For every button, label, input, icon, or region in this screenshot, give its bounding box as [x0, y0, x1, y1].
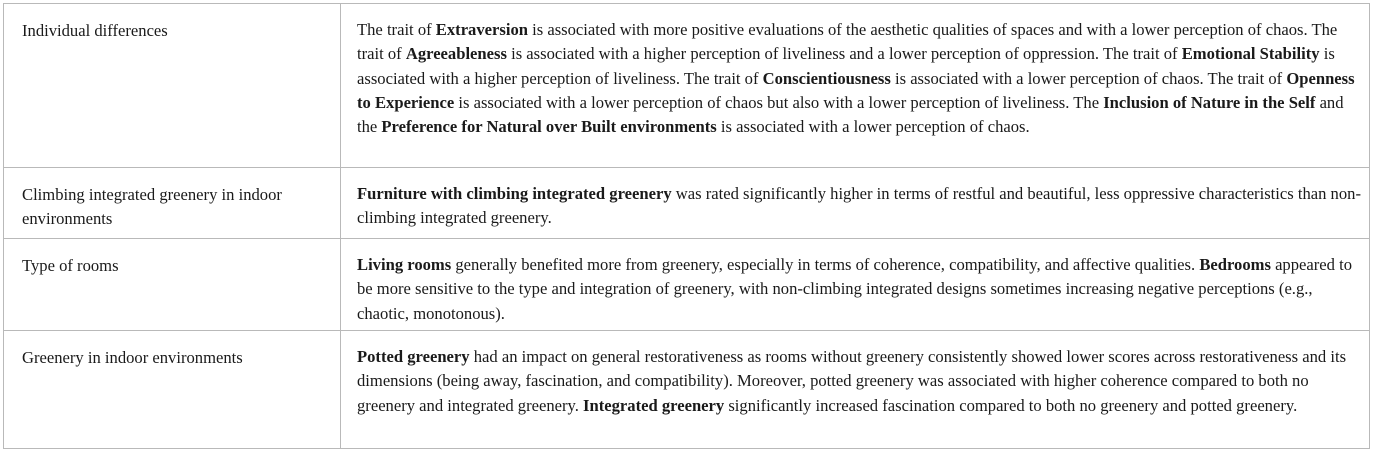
bold-term: Conscientiousness — [762, 68, 891, 88]
bold-term: Openness to Experience — [357, 68, 1355, 112]
bold-term: Integrated greenery — [583, 395, 725, 415]
row-label: Type of rooms — [4, 239, 341, 331]
text-segment: is associated with more positive evaluations of the aesthetic qualities of spaces and with a lower perception of chaos. The trait of — [357, 20, 1338, 64]
bold-term: Bedrooms — [1199, 255, 1271, 274]
findings-table — [3, 3, 1370, 449]
bold-term: Extraversion — [435, 20, 528, 39]
text-segment: and the — [357, 92, 1344, 137]
text-segment: is associated with a higher perception of liveliness. The trait of — [357, 44, 1335, 88]
text-segment: was rated significantly higher in terms of restful and beautiful, less oppressive characteristics than non-climbing integrated greenery. — [357, 184, 1361, 228]
table-row — [4, 239, 1370, 331]
text-segment: significantly increased fascination compared to both no greenery and potted greenery. — [724, 395, 1298, 415]
text-segment: is associated with a higher perception of liveliness and a lower perception of oppression. The trait of — [506, 44, 1182, 64]
text-segment: is associated with a lower perception of chaos. — [716, 117, 1030, 137]
text-segment: The trait of — [357, 20, 436, 39]
text-segment: generally benefited more from greenery, especially in terms of coherence, compatibility, and affective qualities. — [451, 255, 1200, 274]
bold-term: Furniture with climbing integrated greenery — [357, 184, 672, 203]
findings-table-container — [3, 3, 1370, 449]
row-description — [341, 239, 1370, 331]
row-description — [341, 4, 1370, 168]
bold-term: Emotional Stability — [1181, 44, 1320, 64]
text-segment: is associated with a lower perception of chaos but also with a lower perception of liveliness. The — [454, 92, 1104, 112]
bold-term: Living rooms — [357, 255, 452, 274]
row-description — [341, 331, 1370, 449]
bold-term: Preference for Natural over Built environments — [381, 117, 717, 137]
table-row — [4, 4, 1370, 168]
row-label: Individual differences — [4, 4, 341, 168]
table-row — [4, 331, 1370, 449]
bold-term: Inclusion of Nature in the Self — [1103, 92, 1316, 112]
bold-term: Agreeableness — [405, 44, 507, 64]
text-segment: is associated with a lower perception of chaos. The trait of — [890, 68, 1287, 88]
row-label: Greenery in indoor environments — [4, 331, 341, 449]
table-row — [4, 168, 1370, 239]
row-description — [341, 168, 1370, 239]
bold-term: Potted greenery — [357, 347, 470, 366]
row-label: Climbing integrated greenery in indoor environments — [4, 168, 341, 239]
text-segment: had an impact on general restorativeness as rooms without greenery consistently showed lower scores across restorativeness and its dimensions (being away, fascination, and compatibility). Moreover, potted greenery was associated with higher coherence compared to both no greenery and integrated greenery. — [357, 347, 1347, 415]
text-segment: appeared to be more sensitive to the type and integration of greenery, with non-climbing integrated designs sometimes increasing negative perceptions (e.g., chaotic, monotonous). — [357, 255, 1353, 323]
